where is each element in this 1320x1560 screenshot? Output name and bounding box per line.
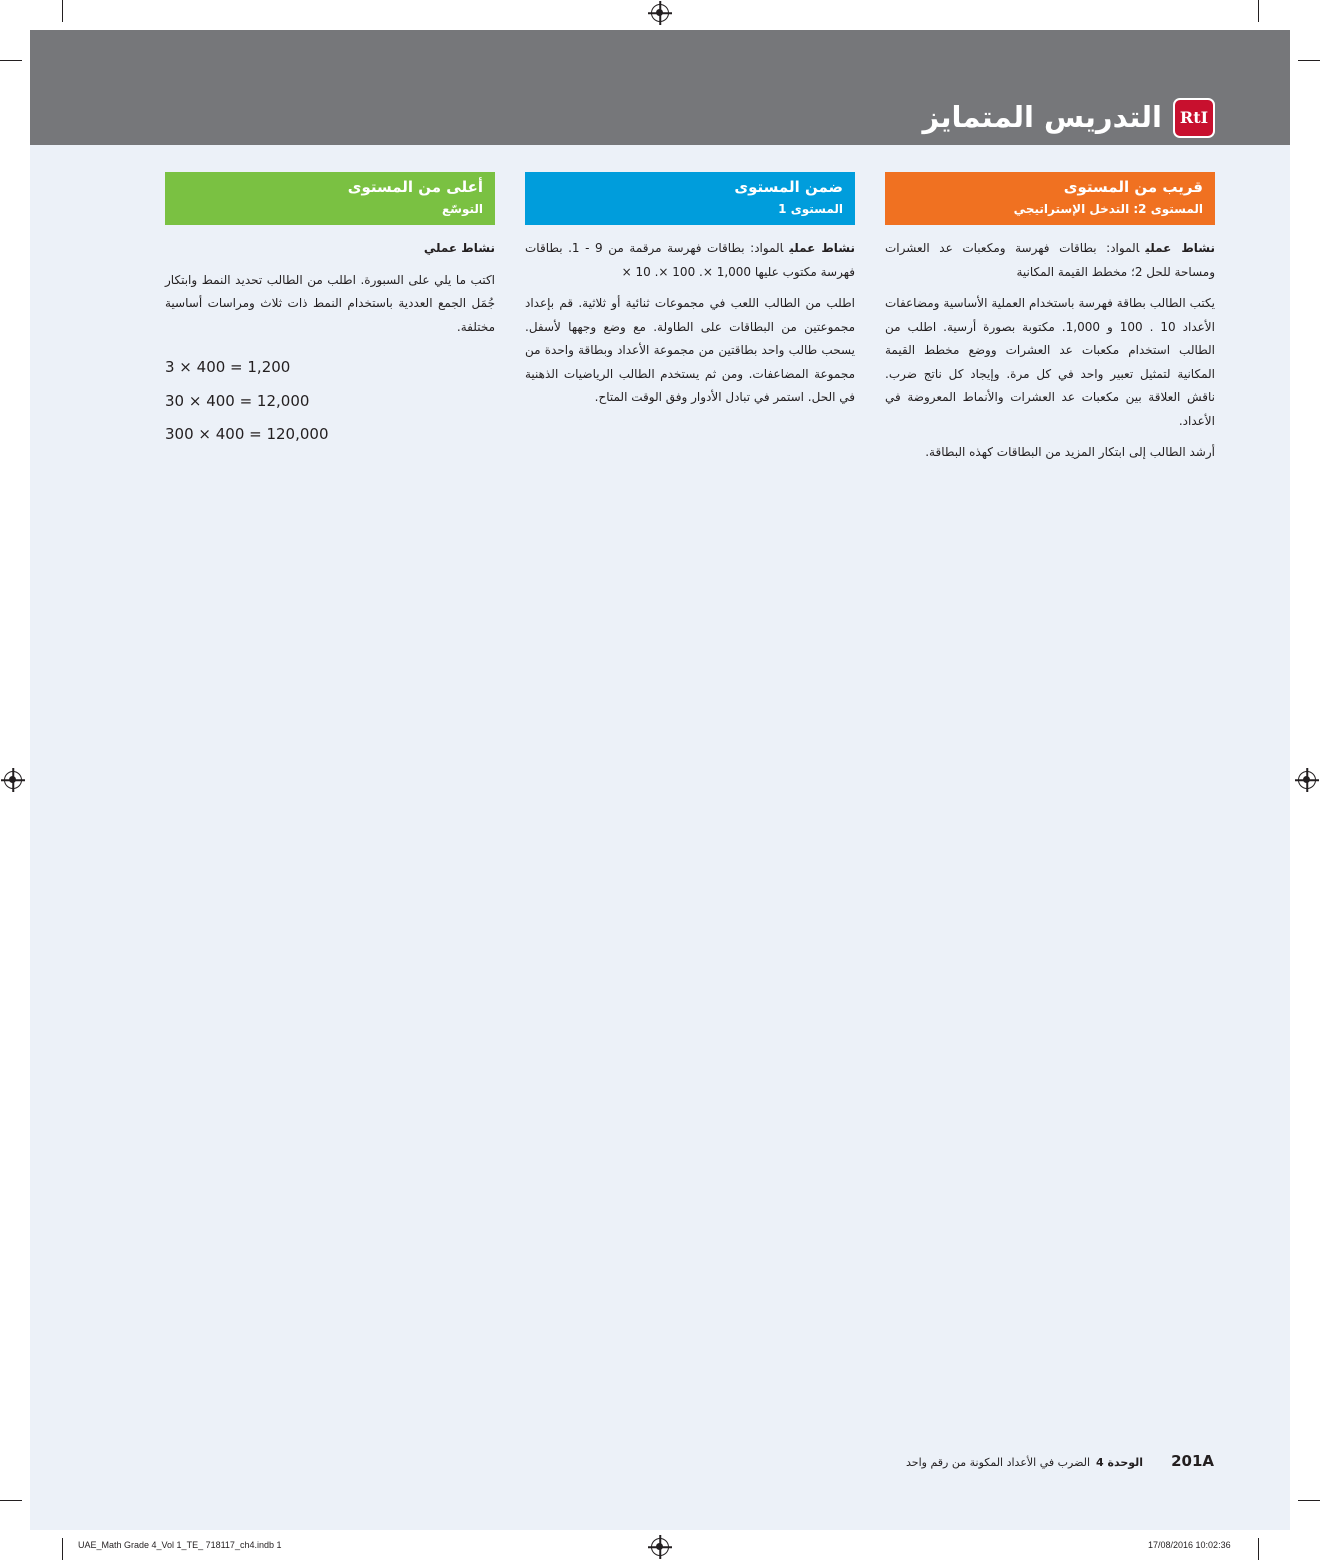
column-subheading: المستوى 2: التدخل الإستراتيجي <box>1013 202 1203 216</box>
banner <box>30 30 1290 145</box>
column-beyond <box>165 172 495 452</box>
page-title: التدريس المتمايز <box>922 100 1162 134</box>
crop-mark <box>1258 0 1259 22</box>
paragraph <box>885 237 1215 284</box>
crop-mark <box>1298 60 1320 61</box>
slug-date: 17/08/2016 10:02:36 <box>1148 1540 1231 1550</box>
column-on-level <box>525 172 855 418</box>
page <box>30 30 1290 1530</box>
paragraph-text: المواد: بطاقات فهرسة مرقمة من 9 - 1. بطاقات فهرسة مكتوب عليها 1,000 ×. 100 ×. 10 × <box>525 241 855 279</box>
crop-mark <box>1298 1500 1320 1501</box>
rti-badge-icon: RtI <box>1173 98 1215 138</box>
paragraph <box>165 237 495 261</box>
paragraph <box>525 237 855 284</box>
column-subheading: التوسّع <box>441 202 483 216</box>
column-heading: قريب من المستوى <box>1063 178 1203 196</box>
column-header <box>525 172 855 225</box>
registration-mark-icon <box>1298 771 1316 789</box>
equation: 3 × 400 = 1,200 <box>165 358 291 376</box>
column-subheading: المستوى 1 <box>778 202 843 216</box>
column-body <box>885 225 1215 465</box>
paragraph <box>885 292 1215 433</box>
unit-title: الضرب في الأعداد المكونة من رقم واحد <box>906 1456 1091 1469</box>
paragraph <box>165 269 495 340</box>
paragraph-text: أرشد الطالب إلى ابتكار المزيد من البطاقات كهذه البطاقة. <box>925 445 1215 459</box>
column-header <box>885 172 1215 225</box>
activity-label: نشاط عملي <box>1145 241 1216 255</box>
paragraph-text: المواد: بطاقات فهرسة ومكعبات عد العشرات ومساحة للحل 2؛ مخطط القيمة المكانية <box>885 241 1215 279</box>
paragraph-text: اكتب ما يلي على السبورة. اطلب من الطالب تحديد النمط وابتكار جُمَل الجمع العددية باستخدام النمط ذات ثلاث ومراسات أساسية مختلفة. <box>165 272 495 334</box>
crop-mark <box>0 1500 22 1501</box>
equation: 30 × 400 = 12,000 <box>165 391 310 410</box>
unit-label: الوحدة 4 <box>1096 1456 1144 1469</box>
column-body <box>525 225 855 410</box>
column-heading: أعلى من المستوى <box>347 178 483 196</box>
activity-label: نشاط عملي <box>789 241 856 255</box>
crop-mark <box>0 60 22 61</box>
crop-mark <box>1258 1538 1259 1560</box>
column-heading: ضمن المستوى <box>734 178 843 196</box>
registration-mark-icon <box>651 4 669 22</box>
column-header <box>165 172 495 225</box>
crop-mark <box>62 1538 63 1560</box>
paragraph <box>885 441 1215 465</box>
registration-mark-icon <box>651 1538 669 1556</box>
registration-mark-icon <box>4 771 22 789</box>
column-approaching <box>885 172 1215 473</box>
slug-filename: UAE_Math Grade 4_Vol 1_TE_ 718117_ch4.indb 1 <box>78 1540 282 1550</box>
page-number: 201A <box>1171 1452 1214 1470</box>
paragraph-text: يكتب الطالب بطاقة فهرسة باستخدام العملية الأساسية ومضاعفات الأعداد 10 . 100 و 1,000. مكتوبة بصورة أرسية. اطلب من الطالب استخدام مكعبات عد العشرات ووضع مخطط القيمة المكانية لتمثيل تعبير واحد في كل مرة. وإيجاد كل ناتج ضرب. ناقش العلاقة بين مكعبات عد العشرات والأنماط المعروضة في الأعداد. <box>885 296 1215 428</box>
page-footer <box>906 1452 1214 1470</box>
paragraph-text: اطلب من الطالب اللعب في مجموعات ثنائية أو ثلاثية. قم بإعداد مجموعتين من البطاقات على الطاولة. مع وضع وجهها لأسفل. يسحب طالب واحد بطاقتين من مجموعة الأعداد وبطاقة واحدة من مجموعة المضاعفات. ومن ثم يستخدم الطالب الرياضيات الذهنية في الحل. استمر في تبادل الأدوار وفق الوقت المتاح. <box>525 296 855 404</box>
activity-label: نشاط عملي <box>423 241 495 255</box>
column-body <box>165 225 495 452</box>
crop-mark <box>62 0 63 22</box>
paragraph <box>525 292 855 410</box>
equation: 300 × 400 = 120,000 <box>165 425 329 443</box>
